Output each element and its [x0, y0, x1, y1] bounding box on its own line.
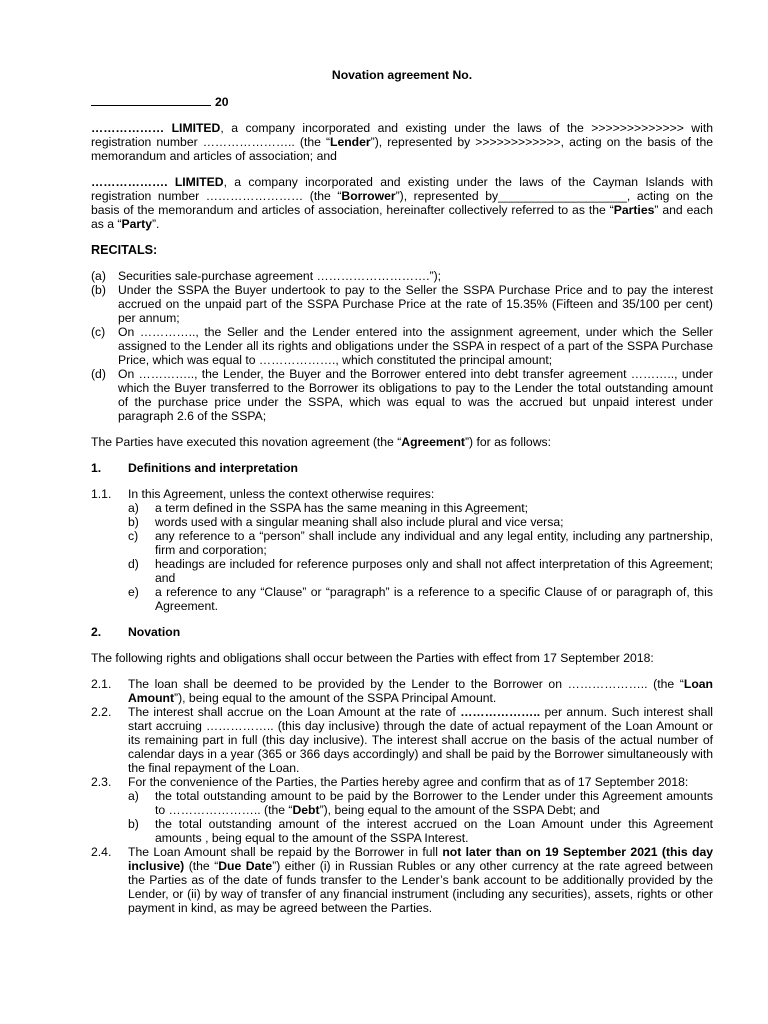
sub-label: a): [128, 789, 139, 803]
sub-text: any reference to a “person” shall include any individual and any legal entity, including any partnership, firm and corporation;: [155, 529, 713, 557]
executed-bold: Agreement: [401, 435, 465, 449]
sub-text: [155, 789, 713, 817]
section-2-intro: The following rights and obligations shall occur between the Parties with effect from 17 September 2018:: [91, 651, 654, 665]
date-line: [91, 94, 713, 109]
sub-item: [128, 557, 713, 585]
clause-text3: ”) either (i) in Russian Rubles or any other currency at the rate agreed between the Parties as of the date of funds transfer to the Lender’s bank account to be additionally provided by the Lender, or (ii) by way of transfer of any financial instrument (including any securities), assets, rights or other payment in kind, as may be agreed between the Parties.: [128, 859, 713, 915]
recital-item: [91, 367, 713, 423]
clause-body: [128, 775, 713, 845]
clause-text2: (the “: [184, 859, 219, 873]
clause-body: [128, 845, 713, 915]
sub-item: [128, 789, 713, 817]
executed-paragraph: [91, 435, 713, 449]
sub-label: b): [128, 515, 139, 529]
clause-bold: ………………..: [460, 705, 541, 719]
section-number: 1.: [91, 461, 102, 475]
sub-label: e): [128, 585, 139, 599]
sub-text: the total outstanding amount of the interest accrued on the Loan Amount under this Agreement amounts , being equal to the amount of the SSPA Interest.: [155, 817, 713, 845]
recital-text: Securities sale-purchase agreement ……………………….”);: [118, 269, 442, 283]
clause-bold: not later than on 19 September 2021 (this day inclusive): [128, 845, 713, 873]
sub-text: words used with a singular meaning shall also include plural and vice versa;: [155, 515, 564, 529]
sub-text: headings are included for reference purposes only and shall not affect interpretation of this Agreement; and: [155, 557, 713, 585]
clause-1-1: [91, 487, 713, 613]
clause-text1: The interest shall accrue on the Loan Amount at the rate of: [128, 705, 461, 719]
sub-item: [128, 501, 713, 515]
clause-bold: Loan Amount: [128, 677, 713, 705]
clause-number: 2.1.: [91, 677, 112, 691]
party1-role: Lender: [330, 135, 371, 149]
document-title: Novation agreement No.: [331, 68, 473, 82]
clause-body: [128, 705, 713, 775]
sub-bold: Debt: [292, 803, 320, 817]
section-2-heading: [91, 625, 713, 639]
recitals-heading: RECITALS:: [91, 243, 158, 257]
clause-text1: The loan shall be deemed to be provided by the Lender to the Borrower on ……………….. (the “: [128, 677, 684, 691]
sub-item: [128, 585, 713, 613]
sub-text-part: ”), being equal to the amount of the SSPA Debt; and: [319, 803, 600, 817]
sub-text: a reference to any “Clause” or “paragraph” is a reference to a specific Clause of or paragraph of, this Agreement.: [155, 585, 713, 613]
sub-label: c): [128, 529, 139, 543]
recital-label: (d): [91, 367, 106, 381]
clause-bold: Due Date: [218, 859, 273, 873]
recital-item: [91, 283, 713, 325]
party2-party: Party: [121, 217, 152, 231]
clause-2-4: [91, 845, 713, 915]
clause-text1: The Loan Amount shall be repaid by the Borrower in full: [128, 845, 443, 859]
party1-text1: , a company incorporated and existing under the laws of the >>>>>>>>>>>>> with registration number ………………….. (the “: [91, 121, 713, 149]
clause-number: 2.4.: [91, 845, 112, 859]
section-title: Definitions and interpretation: [128, 461, 298, 475]
recital-item: [91, 269, 713, 283]
section-number: 2.: [91, 625, 102, 639]
clause-number: 2.3.: [91, 775, 112, 789]
clause-intro: In this Agreement, unless the context otherwise requires:: [128, 487, 435, 501]
clause-text2: ”), being equal to the amount of the SSPA Principal Amount.: [174, 691, 497, 705]
clause-intro: For the convenience of the Parties, the Parties hereby agree and confirm that as of 17 September 2018:: [128, 775, 689, 789]
party2-name: LIMITED: [174, 175, 224, 189]
executed-text1: The Parties have executed this novation agreement (the “: [91, 435, 402, 449]
party2-text1: , a company incorporated and existing under the laws of the Cayman Islands with registration number …………………… (the “: [91, 175, 713, 203]
clause-2-1: [91, 677, 713, 705]
party2-role: Borrower: [341, 189, 396, 203]
clause-2-3: [91, 775, 713, 845]
recital-label: (b): [91, 283, 106, 297]
sub-item: [128, 817, 713, 845]
party1-dots: ………………: [91, 121, 165, 135]
recital-label: (c): [91, 325, 106, 339]
section-title: Novation: [128, 625, 181, 639]
party-borrower-paragraph: [91, 175, 713, 231]
recital-text: On ………….., the Lender, the Buyer and the Borrower entered into debt transfer agreement ……….., under which the Buyer transferred to the Borrower its obligations to pay to the Lender the total outstanding amount of the purchase price under the SSPA, which was equal to was the accrued but unpaid interest under paragraph 2.6 of the SSPA;: [118, 367, 713, 423]
recital-label: (a): [91, 269, 106, 283]
party2-text4: ”.: [151, 217, 160, 231]
sub-item: [128, 515, 713, 529]
recital-text: Under the SSPA the Buyer undertook to pay to the Seller the SSPA Purchase Price and to pay the interest accrued on the unpaid part of the SSPA Purchase Price at the rate of 15.35% (Fifteen and 35/100 per cent) per annum;: [118, 283, 713, 325]
party1-name: LIMITED: [171, 121, 221, 135]
recital-text: On ………….., the Seller and the Lender entered into the assignment agreement, under which the Seller assigned to the Lender all its rights and obligations under the SSPA in respect of a part of the SSPA Purchase Price, which was equal to ………………., which constituted the principal amount;: [118, 325, 713, 367]
clause-2-2: [91, 705, 713, 775]
party2-dots: ……………….: [91, 175, 168, 189]
sub-text-part: the total outstanding amount to be paid by the Borrower to the Lender under this Agreement amounts to ………………….. (the “: [155, 789, 713, 817]
recitals-list: [91, 269, 713, 423]
sub-label: d): [128, 557, 139, 571]
sub-text: a term defined in the SSPA has the same meaning in this Agreement;: [155, 501, 529, 515]
date-blank: [91, 94, 211, 106]
section-1-heading: [91, 461, 713, 475]
sub-label: b): [128, 817, 139, 831]
clause-text2: per annum. Such interest shall start accruing …………….. (this day inclusive) through the date of actual repayment of the Loan Amount or its remaining part in full (this day inclusive). The interest shall accrue on the basis of the actual number of calendar days in a year (365 or 366 days accordingly) and shall be paid by the Borrower simultaneously with the final repayment of the Loan.: [128, 705, 713, 775]
date-year: 20: [215, 95, 229, 109]
document-body: [91, 68, 713, 915]
recital-item: [91, 325, 713, 367]
party2-text2: ”), represented by___________________, acting on the basis of the memorandum and articles of association, hereinafter collectively referred to as the “: [91, 189, 713, 217]
party2-parties: Parties: [613, 203, 655, 217]
sub-item: [128, 529, 713, 557]
sub-label: a): [128, 501, 139, 515]
clause-body: [128, 677, 713, 705]
clause-number: 2.2.: [91, 705, 112, 719]
clause-body: [128, 487, 713, 613]
clause-number: 1.1.: [91, 487, 112, 501]
party1-text2: ”), represented by >>>>>>>>>>>>, acting on the basis of the memorandum and articles of association; and: [91, 135, 714, 163]
executed-text2: ”) for as follows:: [464, 435, 551, 449]
party2-text3: ” and each as a “: [91, 203, 713, 231]
party-lender-paragraph: [91, 121, 713, 163]
